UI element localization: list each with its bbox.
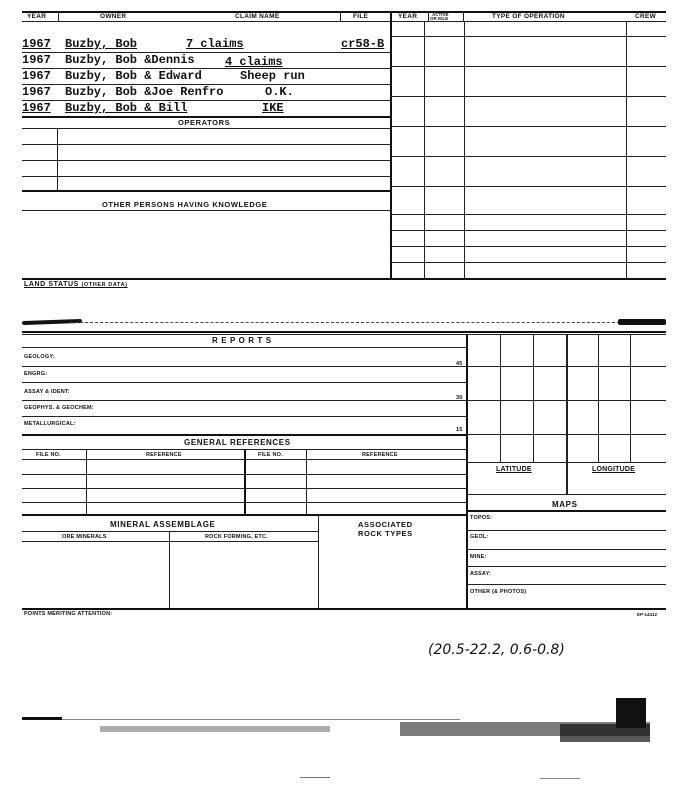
ore-minerals-header: ORE MINERALS bbox=[62, 534, 107, 540]
ref-header-reference-2: REFERENCE bbox=[362, 452, 398, 458]
header-claim-name: CLAIM NAME bbox=[235, 13, 280, 20]
header-active-1: ACTIVE bbox=[432, 12, 449, 17]
maps-topos: TOPOS: bbox=[470, 515, 493, 521]
owner-row-claim: IKE bbox=[262, 101, 284, 115]
maps-other-photos: OTHER (& PHOTOS) bbox=[470, 589, 527, 595]
owner-row-owner: Buzby, Bob bbox=[65, 37, 138, 51]
ref-header-file-no: FILE NO. bbox=[36, 452, 61, 458]
general-references-title: GENERAL REFERENCES bbox=[184, 438, 291, 447]
owner-row-year: 1967 bbox=[22, 85, 51, 99]
report-metallurgical: METALLURGICAL: bbox=[24, 421, 76, 427]
land-status-label: LAND STATUS bbox=[24, 281, 79, 288]
report-geology-num: 45 bbox=[456, 361, 463, 367]
maps-geol: GEOL: bbox=[470, 534, 489, 540]
handwritten-coordinates: (20.5-22.2, 0.6-0.8) bbox=[428, 642, 565, 658]
header-year: YEAR bbox=[27, 13, 47, 20]
owner-row-claim: O.K. bbox=[265, 85, 294, 99]
ref-header-reference: REFERENCE bbox=[146, 452, 182, 458]
latitude-label: LATITUDE bbox=[496, 466, 532, 473]
report-geophys-geochem: GEOPHYS. & GEOCHEM: bbox=[24, 405, 94, 411]
scan-smear-right bbox=[618, 319, 666, 325]
owner-row-year: 1967 bbox=[22, 37, 51, 51]
owner-row-year: 1967 bbox=[22, 101, 51, 115]
form-id: EP-14412 bbox=[637, 612, 658, 617]
owner-row-owner: Buzby, Bob & Bill bbox=[65, 101, 188, 115]
header-active-2: OR IDLE bbox=[430, 16, 449, 21]
report-engrg: ENGRG: bbox=[24, 371, 48, 377]
report-assay-num: 30 bbox=[456, 395, 463, 401]
report-metallurgical-num: 15 bbox=[456, 427, 463, 433]
owner-row-file: cr58-B bbox=[341, 37, 385, 51]
rock-forming-header: ROCK FORMING, ETC. bbox=[205, 534, 268, 540]
associated-rock-types-1: ASSOCIATED bbox=[358, 520, 413, 529]
owner-row-owner: Buzby, Bob & Edward bbox=[65, 69, 202, 83]
header-type-of-operation: TYPE OF OPERATION bbox=[492, 13, 565, 20]
land-status-subtitle: (OTHER DATA) bbox=[81, 282, 128, 288]
header-file: FILE bbox=[353, 13, 369, 20]
ref-header-file-no-2: FILE NO. bbox=[258, 452, 283, 458]
report-assay-ident: ASSAY & IDENT: bbox=[24, 389, 70, 395]
maps-mine: MINE: bbox=[470, 554, 487, 560]
report-geology: GEOLOGY: bbox=[24, 354, 55, 360]
header-crew: CREW bbox=[635, 13, 657, 20]
black-block bbox=[616, 698, 646, 728]
header-owner: OWNER bbox=[100, 13, 127, 20]
associated-rock-types-2: ROCK TYPES bbox=[358, 529, 413, 538]
land-status-title bbox=[24, 281, 128, 288]
owner-row-owner: Buzby, Bob &Joe Renfro bbox=[65, 85, 224, 99]
operators-title: OPERATORS bbox=[178, 118, 231, 127]
owner-row-claim: 7 claims bbox=[186, 37, 244, 51]
points-meriting-attention: POINTS MERITING ATTENTION: bbox=[24, 611, 113, 617]
owner-row-claim: 4 claims bbox=[225, 55, 283, 69]
other-persons-title: OTHER PERSONS HAVING KNOWLEDGE bbox=[102, 200, 268, 209]
mineral-assemblage-title: MINERAL ASSEMBLAGE bbox=[110, 520, 216, 529]
header-year-2: YEAR bbox=[398, 13, 418, 20]
owner-row-owner: Buzby, Bob &Dennis bbox=[65, 53, 195, 67]
owner-row-claim: Sheep run bbox=[240, 69, 305, 83]
maps-title: MAPS bbox=[552, 500, 578, 509]
maps-assay: ASSAY: bbox=[470, 571, 492, 577]
owner-row-year: 1967 bbox=[22, 53, 51, 67]
longitude-label: LONGITUDE bbox=[592, 466, 636, 473]
reports-title: R E P O R T S bbox=[212, 336, 272, 345]
owner-row-year: 1967 bbox=[22, 69, 51, 83]
